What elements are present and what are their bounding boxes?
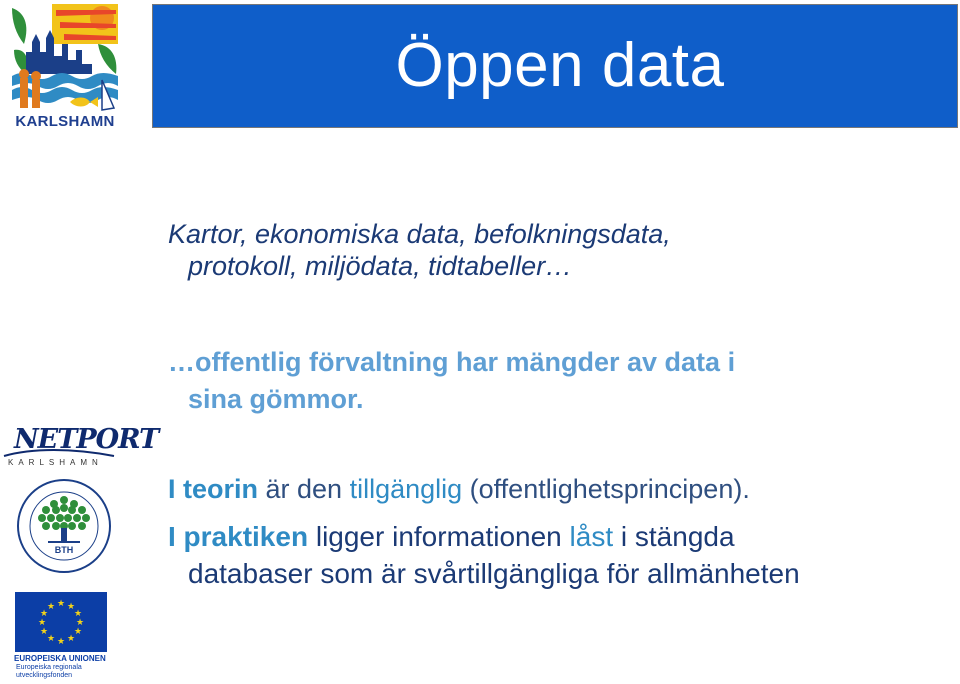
teorin-end: (offentlighetsprincipen). [462, 474, 750, 504]
svg-text:★: ★ [73, 627, 83, 637]
praktiken-mid: ligger informationen [308, 521, 570, 552]
page-title: Öppen data [395, 31, 725, 100]
netport-wordmark: NETPORT [14, 424, 159, 455]
title-banner [152, 4, 958, 128]
intro-paragraph [168, 218, 928, 282]
svg-text:★: ★ [56, 599, 66, 609]
eu-stars-icon [15, 592, 107, 652]
svg-text:★: ★ [46, 634, 56, 644]
netport-logo [2, 418, 159, 470]
offentlig-line-1: …offentlig förvaltning har mängder av data i [168, 347, 736, 377]
offentlig-paragraph [168, 344, 928, 418]
svg-text:★: ★ [37, 618, 47, 628]
svg-text:★: ★ [46, 602, 56, 612]
bth-label: BTH [54, 545, 74, 555]
teorin-mid: är den [258, 474, 350, 504]
eu-logo [14, 590, 116, 682]
netport-sub-label: KARLSHAMN [8, 458, 103, 467]
praktiken-line-2: databaser som är svårtillgängliga för allmänheten [188, 558, 800, 589]
praktiken-end: i stängda [613, 521, 735, 552]
praktiken-lead: I praktiken [168, 521, 309, 552]
offentlig-line-2: sina gömmor. [188, 384, 364, 414]
eu-fund-line2: utvecklingsfonden [16, 672, 73, 679]
intro-line-2: protokoll, miljödata, tidtabeller… [188, 251, 573, 281]
svg-text:★: ★ [39, 609, 49, 619]
praktiken-last: låst [569, 521, 614, 552]
teorin-paragraph [168, 473, 958, 505]
teorin-lead: I teorin [168, 474, 259, 504]
teorin-tillganglig: tillgänglig [349, 474, 463, 504]
svg-text:★: ★ [39, 627, 49, 637]
intro-line-1: Kartor, ekonomiska data, befolkningsdata, [168, 219, 671, 249]
svg-text:★: ★ [66, 634, 76, 644]
karlshamn-logo [12, 4, 118, 130]
svg-text:★: ★ [75, 618, 85, 628]
svg-text:★: ★ [73, 609, 83, 619]
svg-text:★: ★ [56, 637, 66, 647]
eu-name: EUROPEISKA UNIONEN [14, 654, 106, 663]
svg-text:★: ★ [66, 602, 76, 612]
praktiken-paragraph [168, 518, 958, 592]
eu-flag [15, 592, 107, 652]
bth-logo [16, 478, 112, 574]
eu-fund-line1: Europeiska regionala [16, 664, 82, 671]
karlshamn-emblem-icon [12, 4, 118, 112]
bth-tree-seal-icon [16, 478, 112, 574]
karlshamn-label: KARLSHAMN [15, 113, 115, 130]
